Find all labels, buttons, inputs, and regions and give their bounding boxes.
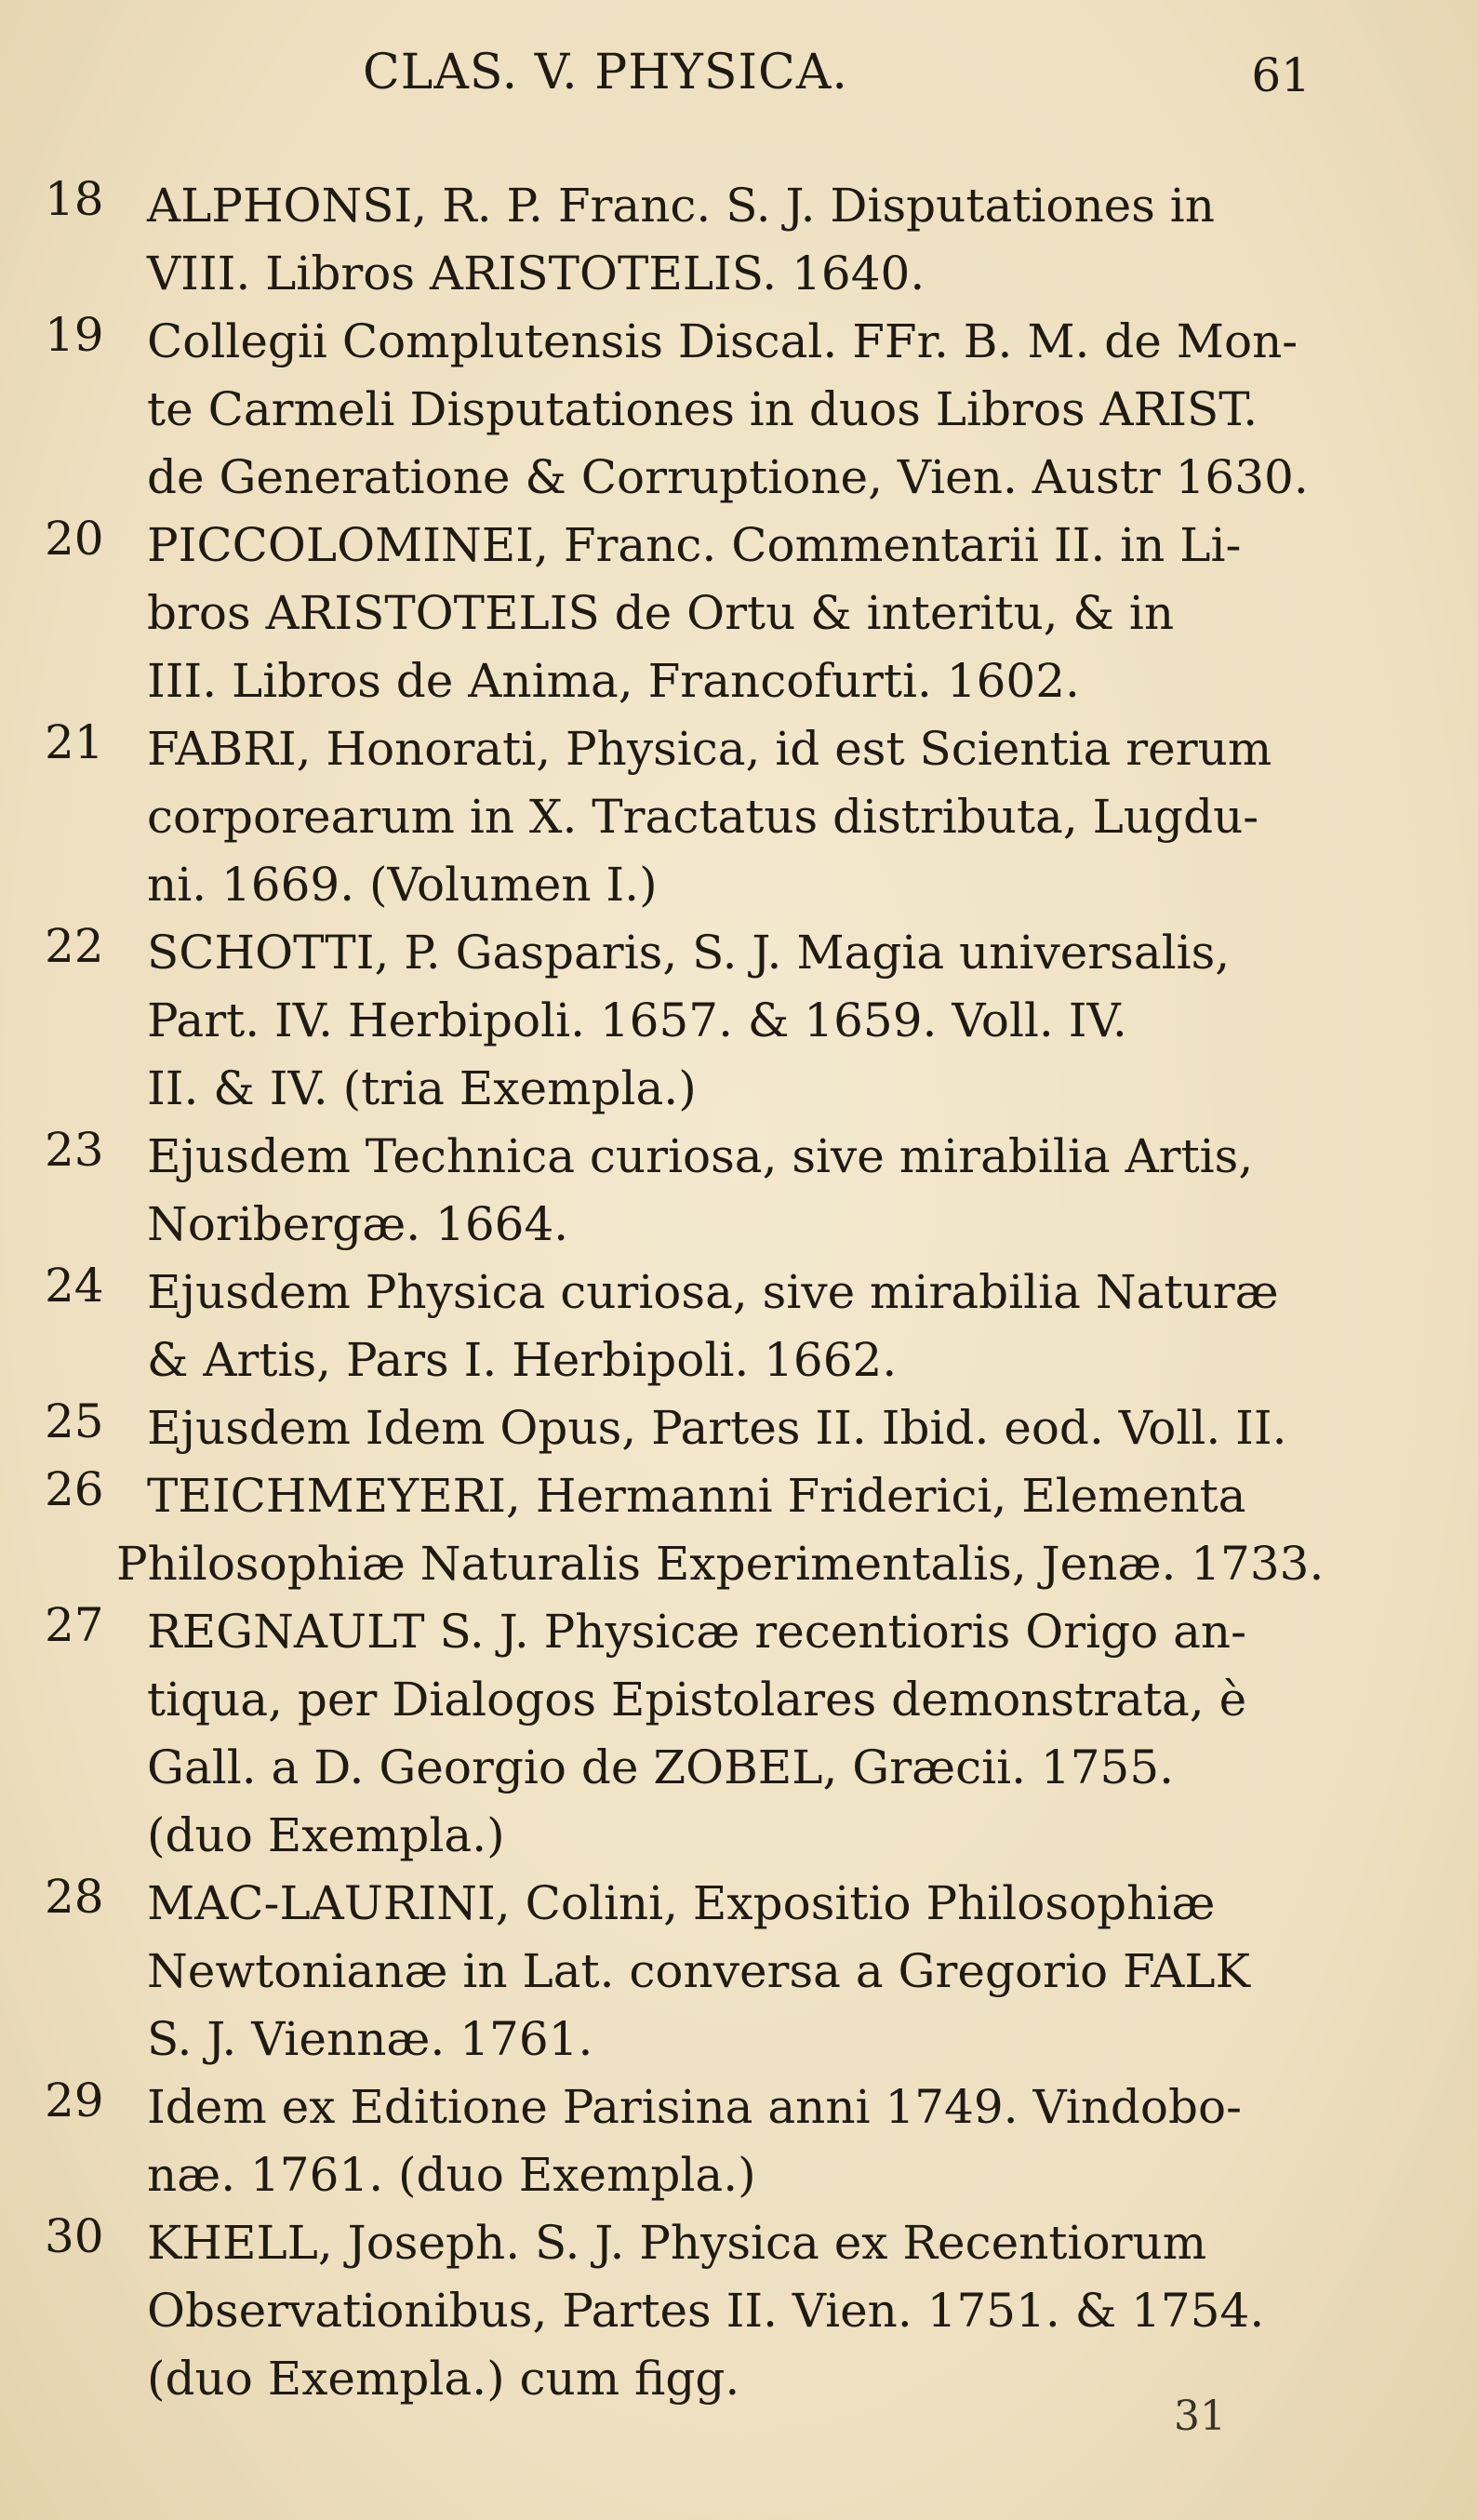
entry-line: bros ARISTOTELIS de Ortu & interitu, & in [147, 586, 1175, 640]
entry-line: Ejusdem Technica curiosa, sive mirabilia Artis, [147, 1129, 1254, 1183]
entry-line: PICCOLOMINEI, Franc. Commentarii II. in Li- [147, 518, 1242, 572]
entry-number: 27 [45, 1598, 104, 1652]
entry-line: & Artis, Pars I. Herbipoli. 1662. [147, 1333, 898, 1387]
catalog-entry-18 [0, 172, 1478, 308]
entry-line: ALPHONSI, R. P. Franc. S. J. Disputationes in [147, 179, 1215, 233]
entry-line: Philosophiæ Naturalis Experimentalis, Jenæ. 1733. [116, 1537, 1325, 1591]
entry-line: ni. 1669. (Volumen I.) [147, 858, 658, 912]
page-header [0, 45, 1478, 119]
entry-line: Noribergæ. 1664. [147, 1197, 569, 1251]
entry-number: 23 [45, 1123, 104, 1177]
entry-line: Newtonianæ in Lat. conversa a Gregorio FALK [147, 1944, 1250, 1998]
entry-line: tiqua, per Dialogos Epistolares demonstrata, è [147, 1673, 1247, 1727]
catalog-entry-23 [0, 1123, 1478, 1259]
entry-number: 19 [45, 308, 104, 362]
catalog-entries [0, 172, 1478, 2413]
entry-line: Idem ex Editione Parisina anni 1749. Vindobo- [147, 2080, 1243, 2134]
entry-line: de Generatione & Corruptione, Vien. Austr 1630. [147, 450, 1309, 504]
entry-line: corporearum in X. Tractatus distributa, Lugdu- [147, 790, 1259, 844]
entry-line: næ. 1761. (duo Exempla.) [147, 2148, 756, 2202]
entry-line: Ejusdem Idem Opus, Partes II. Ibid. eod. Voll. II. [147, 1401, 1287, 1455]
entry-line: FABRI, Honorati, Physica, id est Scientia rerum [147, 722, 1272, 776]
entry-line: Collegii Complutensis Discal. FFr. B. M. de Mon- [147, 314, 1298, 368]
running-head: CLAS. V. PHYSICA. [363, 45, 848, 100]
entry-number: 18 [45, 172, 104, 226]
entry-line: II. & IV. (tria Exempla.) [147, 1061, 697, 1115]
entry-number: 29 [45, 2073, 104, 2127]
catalog-entry-30 [0, 2209, 1478, 2413]
catalog-entry-26 [0, 1462, 1478, 1598]
entry-line: S. J. Viennæ. 1761. [147, 2012, 593, 2066]
page-number: 61 [1251, 48, 1311, 102]
entry-number: 20 [45, 512, 104, 566]
entry-line: REGNAULT S. J. Physicæ recentioris Origo an- [147, 1605, 1247, 1659]
entry-line: Part. IV. Herbipoli. 1657. & 1659. Voll. IV. [147, 993, 1127, 1047]
catalog-entry-20 [0, 512, 1478, 715]
entry-line: Ejusdem Physica curiosa, sive mirabilia Naturæ [147, 1265, 1279, 1319]
entry-line: (duo Exempla.) [147, 1808, 505, 1862]
entry-line: MAC-LAURINI, Colini, Expositio Philosophiæ [147, 1876, 1216, 1930]
entry-line: (duo Exempla.) cum figg. [147, 2352, 740, 2406]
entry-line: VIII. Libros ARISTOTELIS. 1640. [147, 247, 925, 300]
catalog-entry-24 [0, 1259, 1478, 1394]
entry-number: 24 [45, 1259, 104, 1313]
entry-line: Observationibus, Partes II. Vien. 1751. & 1754. [147, 2284, 1265, 2338]
entry-line: III. Libros de Anima, Francofurti. 1602. [147, 654, 1080, 708]
entry-line: te Carmeli Disputationes in duos Libros ARIST. [147, 382, 1258, 436]
entry-number: 30 [45, 2209, 104, 2263]
catalog-entry-21 [0, 715, 1478, 919]
catalog-entry-25 [0, 1394, 1478, 1462]
entry-line: SCHOTTI, P. Gasparis, S. J. Magia universalis, [147, 926, 1231, 980]
entry-number: 22 [45, 919, 104, 973]
entry-line: TEICHMEYERI, Hermanni Friderici, Elementa [147, 1469, 1246, 1523]
entry-number: 25 [45, 1394, 104, 1448]
entry-number: 28 [45, 1870, 104, 1924]
signature-mark: 31 [1174, 2393, 1226, 2440]
catalog-entry-28 [0, 1870, 1478, 2073]
catalog-entry-29 [0, 2073, 1478, 2209]
entry-line: Gall. a D. Georgio de ZOBEL, Græcii. 1755. [147, 1740, 1175, 1794]
catalog-entry-22 [0, 919, 1478, 1123]
entry-line: KHELL, Joseph. S. J. Physica ex Recentiorum [147, 2216, 1207, 2270]
entry-number: 26 [45, 1462, 104, 1516]
entry-number: 21 [45, 715, 104, 769]
catalog-entry-27 [0, 1598, 1478, 1870]
catalog-entry-19 [0, 308, 1478, 512]
